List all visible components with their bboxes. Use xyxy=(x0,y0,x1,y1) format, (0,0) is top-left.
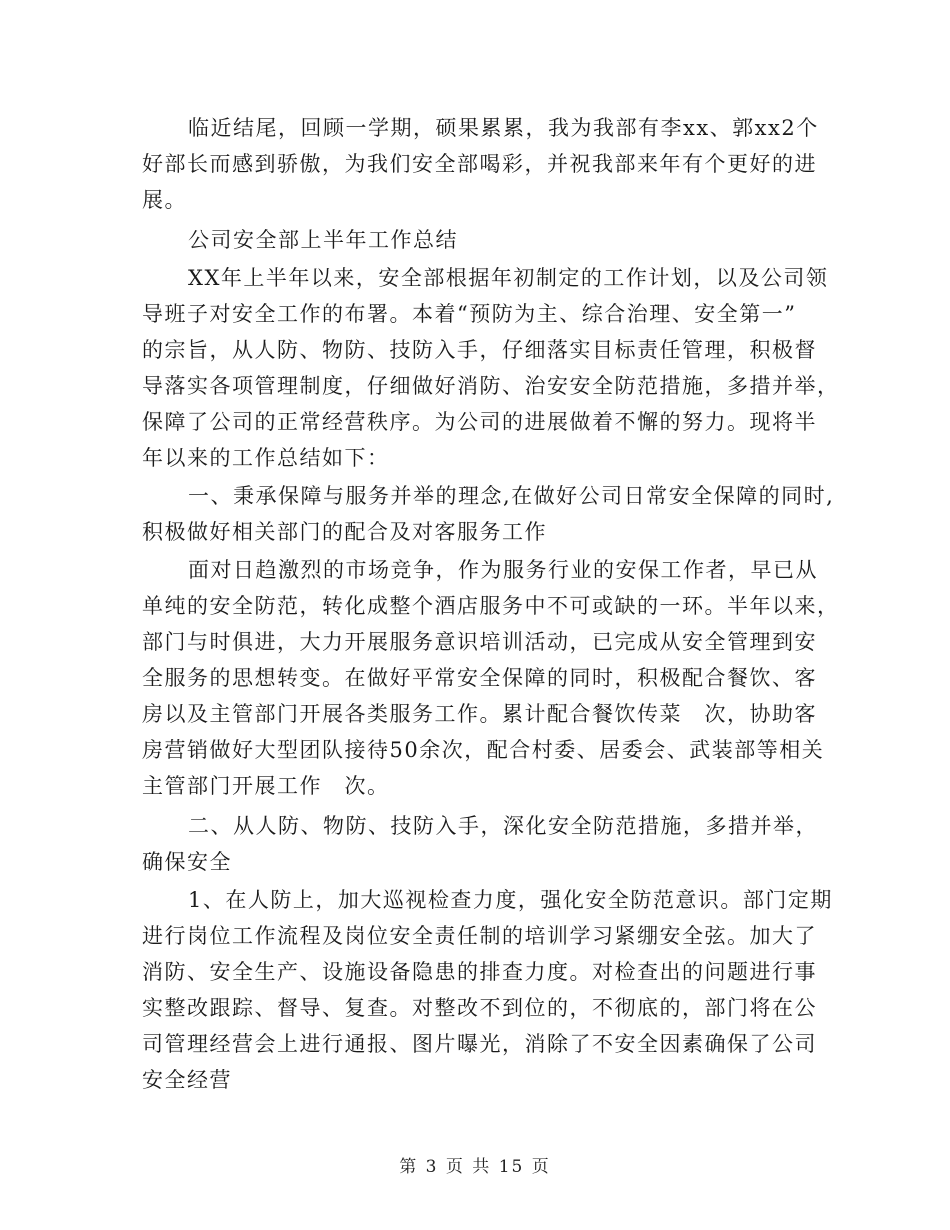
subheading-line: 一、秉承保障与服务并举的理念,在做好公司日常安全保障的同时, xyxy=(188,484,835,508)
subheading-line: 确保安全 xyxy=(142,850,232,874)
page-footer: 第 3 页 共 15 页 xyxy=(399,1157,551,1177)
paragraph-line: 好部长而感到骄傲，为我们安全部喝彩，并祝我部来年有个更好的进 xyxy=(142,152,817,176)
paragraph-line: 单纯的安全防范，转化成整个酒店服务中不可或缺的一环。半年以来， xyxy=(142,594,840,618)
paragraph-line: 1、在人防上，加大巡视检查力度，强化安全防范意识。部门定期 xyxy=(188,888,833,912)
paragraph-line: 房以及主管部门开展各类服务工作。累计配合餐饮传菜 次，协助客 xyxy=(142,702,817,726)
paragraph-line: 房营销做好大型团队接待50余次，配合村委、居委会、武装部等相关 xyxy=(142,738,825,762)
paragraph-line: 全服务的思想转变。在做好平常安全保障的同时，积极配合餐饮、客 xyxy=(142,666,817,690)
paragraph-line: 安全经营 xyxy=(142,1068,232,1092)
subheading-line: 二、从人防、物防、技防入手，深化安全防范措施，多措并举， xyxy=(188,814,818,838)
paragraph-line: 部门与时俱进，大力开展服务意识培训活动，已完成从安全管理到安 xyxy=(142,630,817,654)
paragraph-line: 临近结尾，回顾一学期，硕果累累，我为我部有李xx、郭xx2个 xyxy=(188,116,819,140)
paragraph-line: 导落实各项管理制度，仔细做好消防、治安安全防范措施，多措并举， xyxy=(142,374,840,398)
paragraph-line: 进行岗位工作流程及岗位安全责任制的培训学习紧绷安全弦。加大了 xyxy=(142,924,817,948)
paragraph-line: 实整改跟踪、督导、复查。对整改不到位的，不彻底的，部门将在公 xyxy=(142,996,817,1020)
paragraph-line: 导班子对安全工作的布署。本着“预防为主、综合治理、安全第一” xyxy=(142,302,797,326)
paragraph-line: 保障了公司的正常经营秩序。为公司的进展做着不懈的努力。现将半 xyxy=(142,410,817,434)
paragraph-line: 司管理经营会上进行通报、图片曝光，消除了不安全因素确保了公司 xyxy=(142,1032,817,1056)
paragraph-line: 消防、安全生产、设施设备隐患的排查力度。对检查出的问题进行事 xyxy=(142,960,817,984)
paragraph-line: 展。 xyxy=(142,188,187,212)
paragraph-line: 主管部门开展工作 次。 xyxy=(142,774,390,798)
subheading-line: 积极做好相关部门的配合及对客服务工作 xyxy=(142,520,547,544)
paragraph-line: 的宗旨，从人防、物防、技防入手，仔细落实目标责任管理，积极督 xyxy=(142,338,817,362)
paragraph-line: XX年上半年以来，安全部根据年初制定的工作计划，以及公司领 xyxy=(188,266,829,290)
section-heading: 公司安全部上半年工作总结 xyxy=(188,228,458,252)
paragraph-line: 年以来的工作总结如下： xyxy=(142,446,390,470)
paragraph-line: 面对日趋激烈的市场竞争，作为服务行业的安保工作者，早已从 xyxy=(188,558,818,582)
